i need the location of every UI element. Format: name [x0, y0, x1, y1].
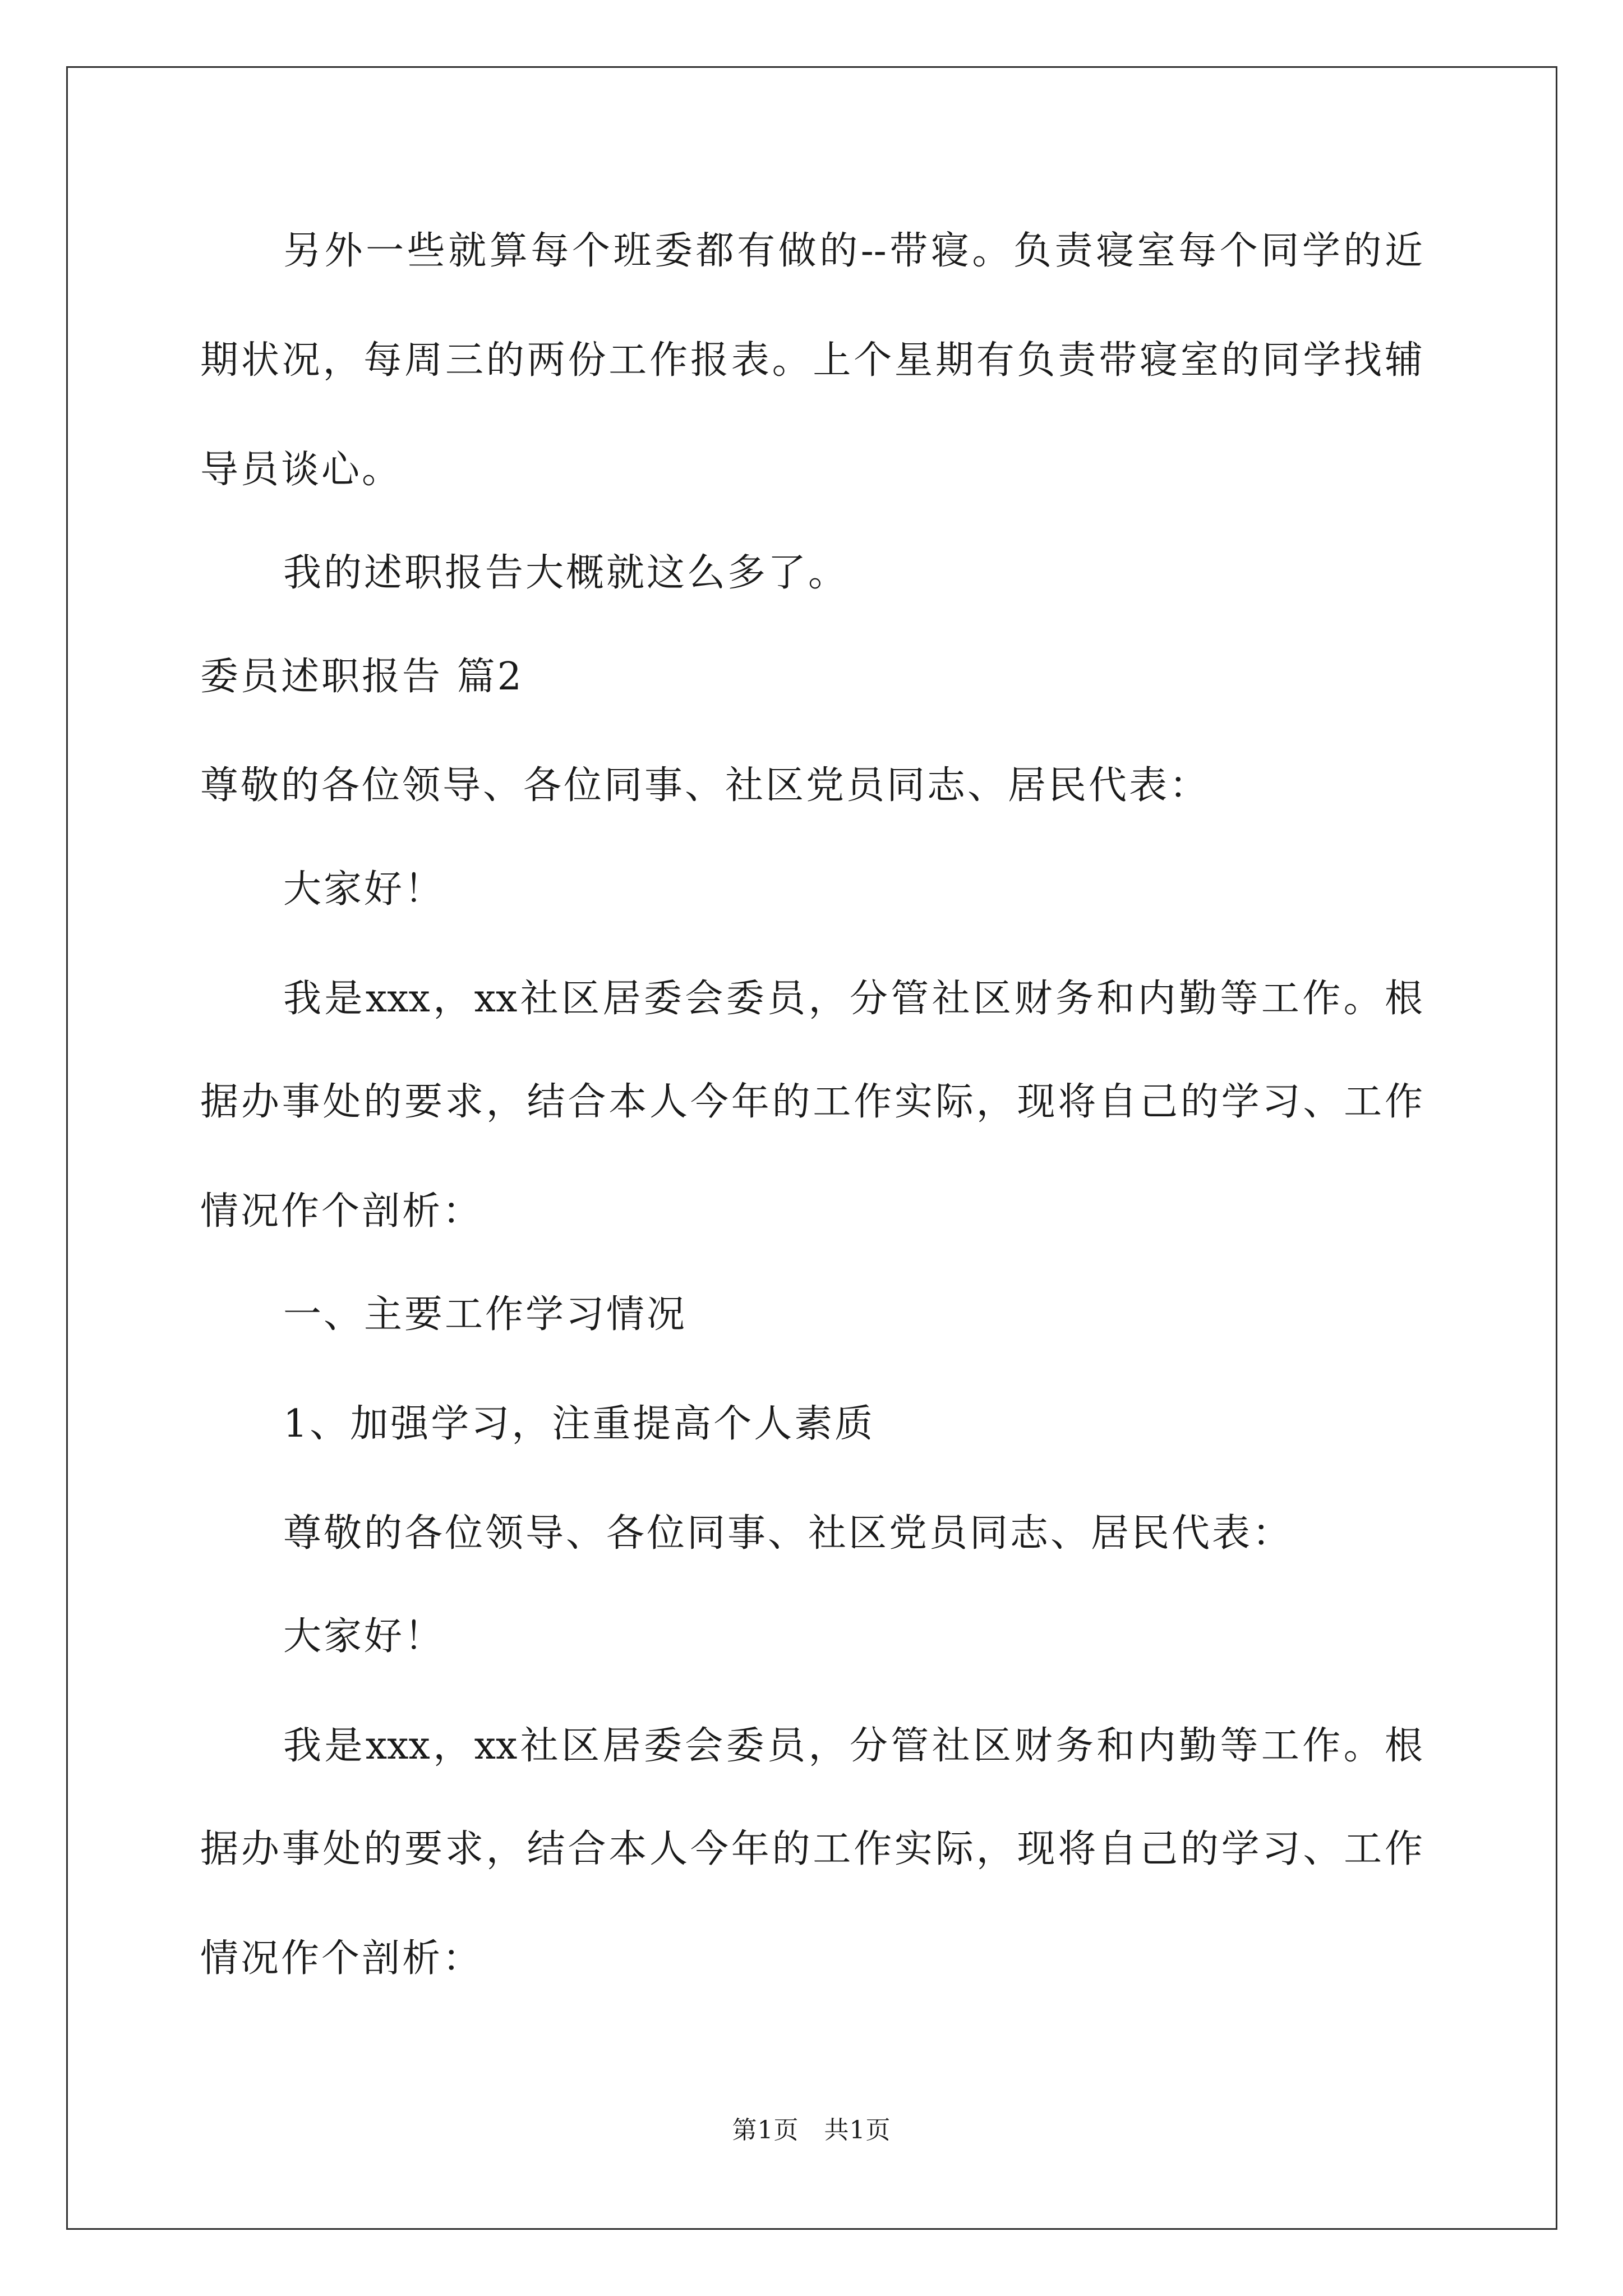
paragraph-line: 期状况，每周三的两份工作报表。上个星期有负责带寝室的同学找辅	[200, 338, 1423, 383]
paragraph-line: 导员谈心。	[200, 448, 403, 492]
greeting: 大家好！	[283, 1614, 445, 1659]
salutation: 尊敬的各位领导、各位同事、社区党员同志、居民代表：	[200, 763, 1210, 808]
salutation: 尊敬的各位领导、各位同事、社区党员同志、居民代表：	[283, 1511, 1293, 1556]
paragraph-line: 我是xxx，xx社区居委会委员，分管社区财务和内勤等工作。根	[283, 977, 1423, 1021]
greeting: 大家好！	[283, 867, 445, 912]
section-heading: 委员述职报告 篇2	[200, 655, 524, 699]
subheading: 1、加强学习，注重提高个人素质	[283, 1402, 875, 1446]
paragraph-line: 据办事处的要求，结合本人今年的工作实际，现将自己的学习、工作	[200, 1080, 1423, 1124]
subheading: 一、主要工作学习情况	[283, 1292, 688, 1337]
paragraph-line: 情况作个剖析：	[200, 1936, 483, 1981]
paragraph-line: 我是xxx，xx社区居委会委员，分管社区财务和内勤等工作。根	[283, 1724, 1423, 1768]
page-number-footer: 第1页 共1页	[732, 2116, 891, 2145]
paragraph-line: 情况作个剖析：	[200, 1189, 483, 1234]
paragraph-line: 另外一些就算每个班委都有做的--带寝。负责寝室每个同学的近	[283, 229, 1423, 273]
paragraph-line: 据办事处的要求，结合本人今年的工作实际，现将自己的学习、工作	[200, 1827, 1423, 1871]
paragraph-line: 我的述职报告大概就这么多了。	[283, 551, 849, 595]
page-frame	[66, 66, 1557, 2230]
